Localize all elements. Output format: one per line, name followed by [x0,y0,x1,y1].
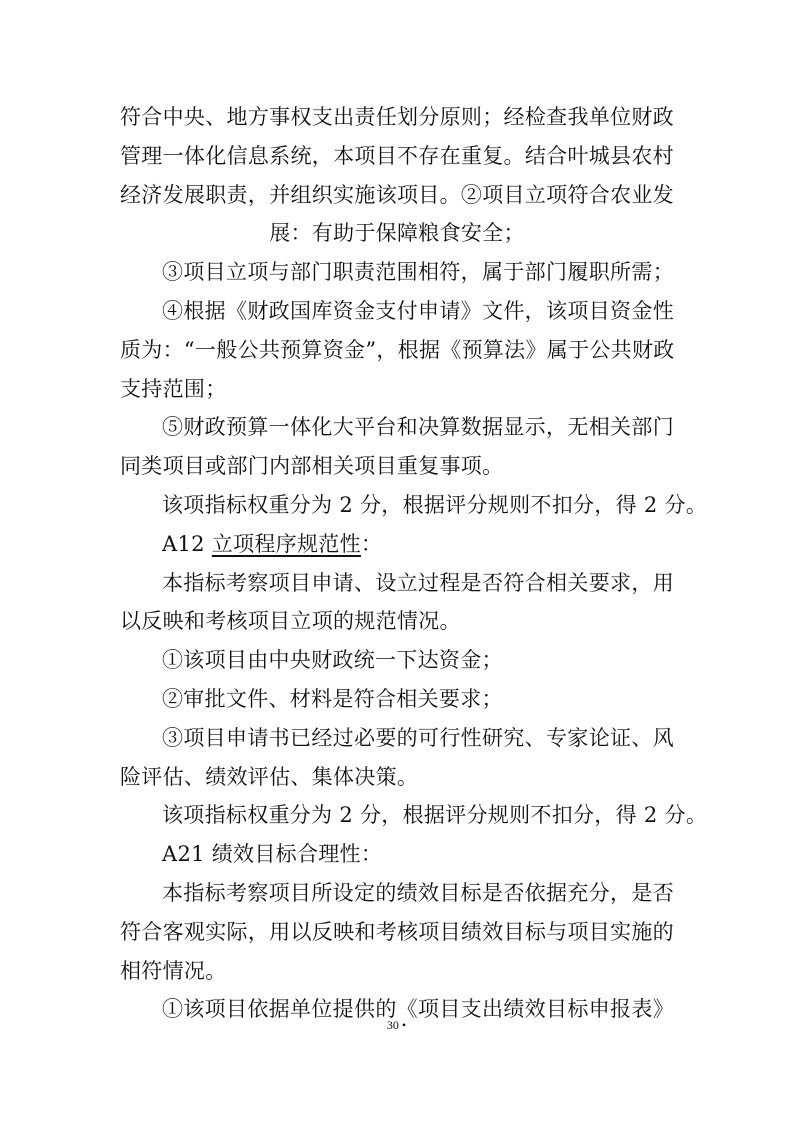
section-heading-a21: A21 绩效目标合理性： [162,842,383,867]
paragraph-line: 险评估、绩效评估、集体决策。 [120,764,419,789]
paragraph-line: ⑤财政预算一体化大平台和决算数据显示，无相关部门 [162,415,674,440]
paragraph-line: ①该项目依据单位提供的《项目支出绩效目标申报表》 [162,997,674,1022]
section-code: A12 [162,531,205,556]
paragraph-line: 同类项目或部门内部相关项目重复事项。 [120,454,504,479]
section-heading-a12 [120,525,674,564]
paragraph-line: 展：有助于保障粮食安全； [269,221,525,246]
section-title: 立项程序规范性 [211,531,361,556]
paragraph-line: ③项目立项与部门职责范围相符，属于部门履职所需； [162,260,674,285]
paragraph-line: ①该项目由中央财政统一下达资金； [162,648,503,673]
paragraph-line: 该项指标权重分为 2 分，根据评分规则不扣分，得 2 分。 [162,492,708,517]
paragraph-line: 该项指标权重分为 2 分，根据评分规则不扣分，得 2 分。 [162,803,708,828]
paragraph-line: 质为：“一般公共预算资金”，根据《预算法》属于公共财政 [120,337,675,362]
paragraph-line: 符合客观实际，用以反映和考核项目绩效目标与项目实施的 [120,919,674,944]
page-number: 30 • [386,1018,407,1032]
body-text [120,98,708,1029]
paragraph-line: 管理一体化信息系统，本项目不存在重复。结合叶城县农村 [120,143,674,168]
section-colon: ： [360,531,383,556]
paragraph-line: 支持范围； [120,376,227,401]
paragraph-line: 符合中央、地方事权支出责任划分原则；经检查我单位财政 [120,105,674,129]
paragraph-line: 经济发展职责，并组织实施该项目。②项目立项符合农业发 [120,182,674,207]
paragraph-line: ②审批文件、材料是符合相关要求； [162,686,503,711]
paragraph-line: ③项目申请书已经过必要的可行性研究、专家论证、风 [162,725,674,750]
paragraph-line: 相符情况。 [120,958,227,983]
paragraph-line: ④根据《财政国库资金支付申请》文件，该项目资金性 [162,298,674,323]
paragraph-line: 本指标考察项目申请、设立过程是否符合相关要求，用 [162,570,674,595]
paragraph-line: 本指标考察项目所设定的绩效目标是否依据充分，是否 [162,880,674,905]
paragraph-line: 以反映和考核项目立项的规范情况。 [120,609,461,634]
